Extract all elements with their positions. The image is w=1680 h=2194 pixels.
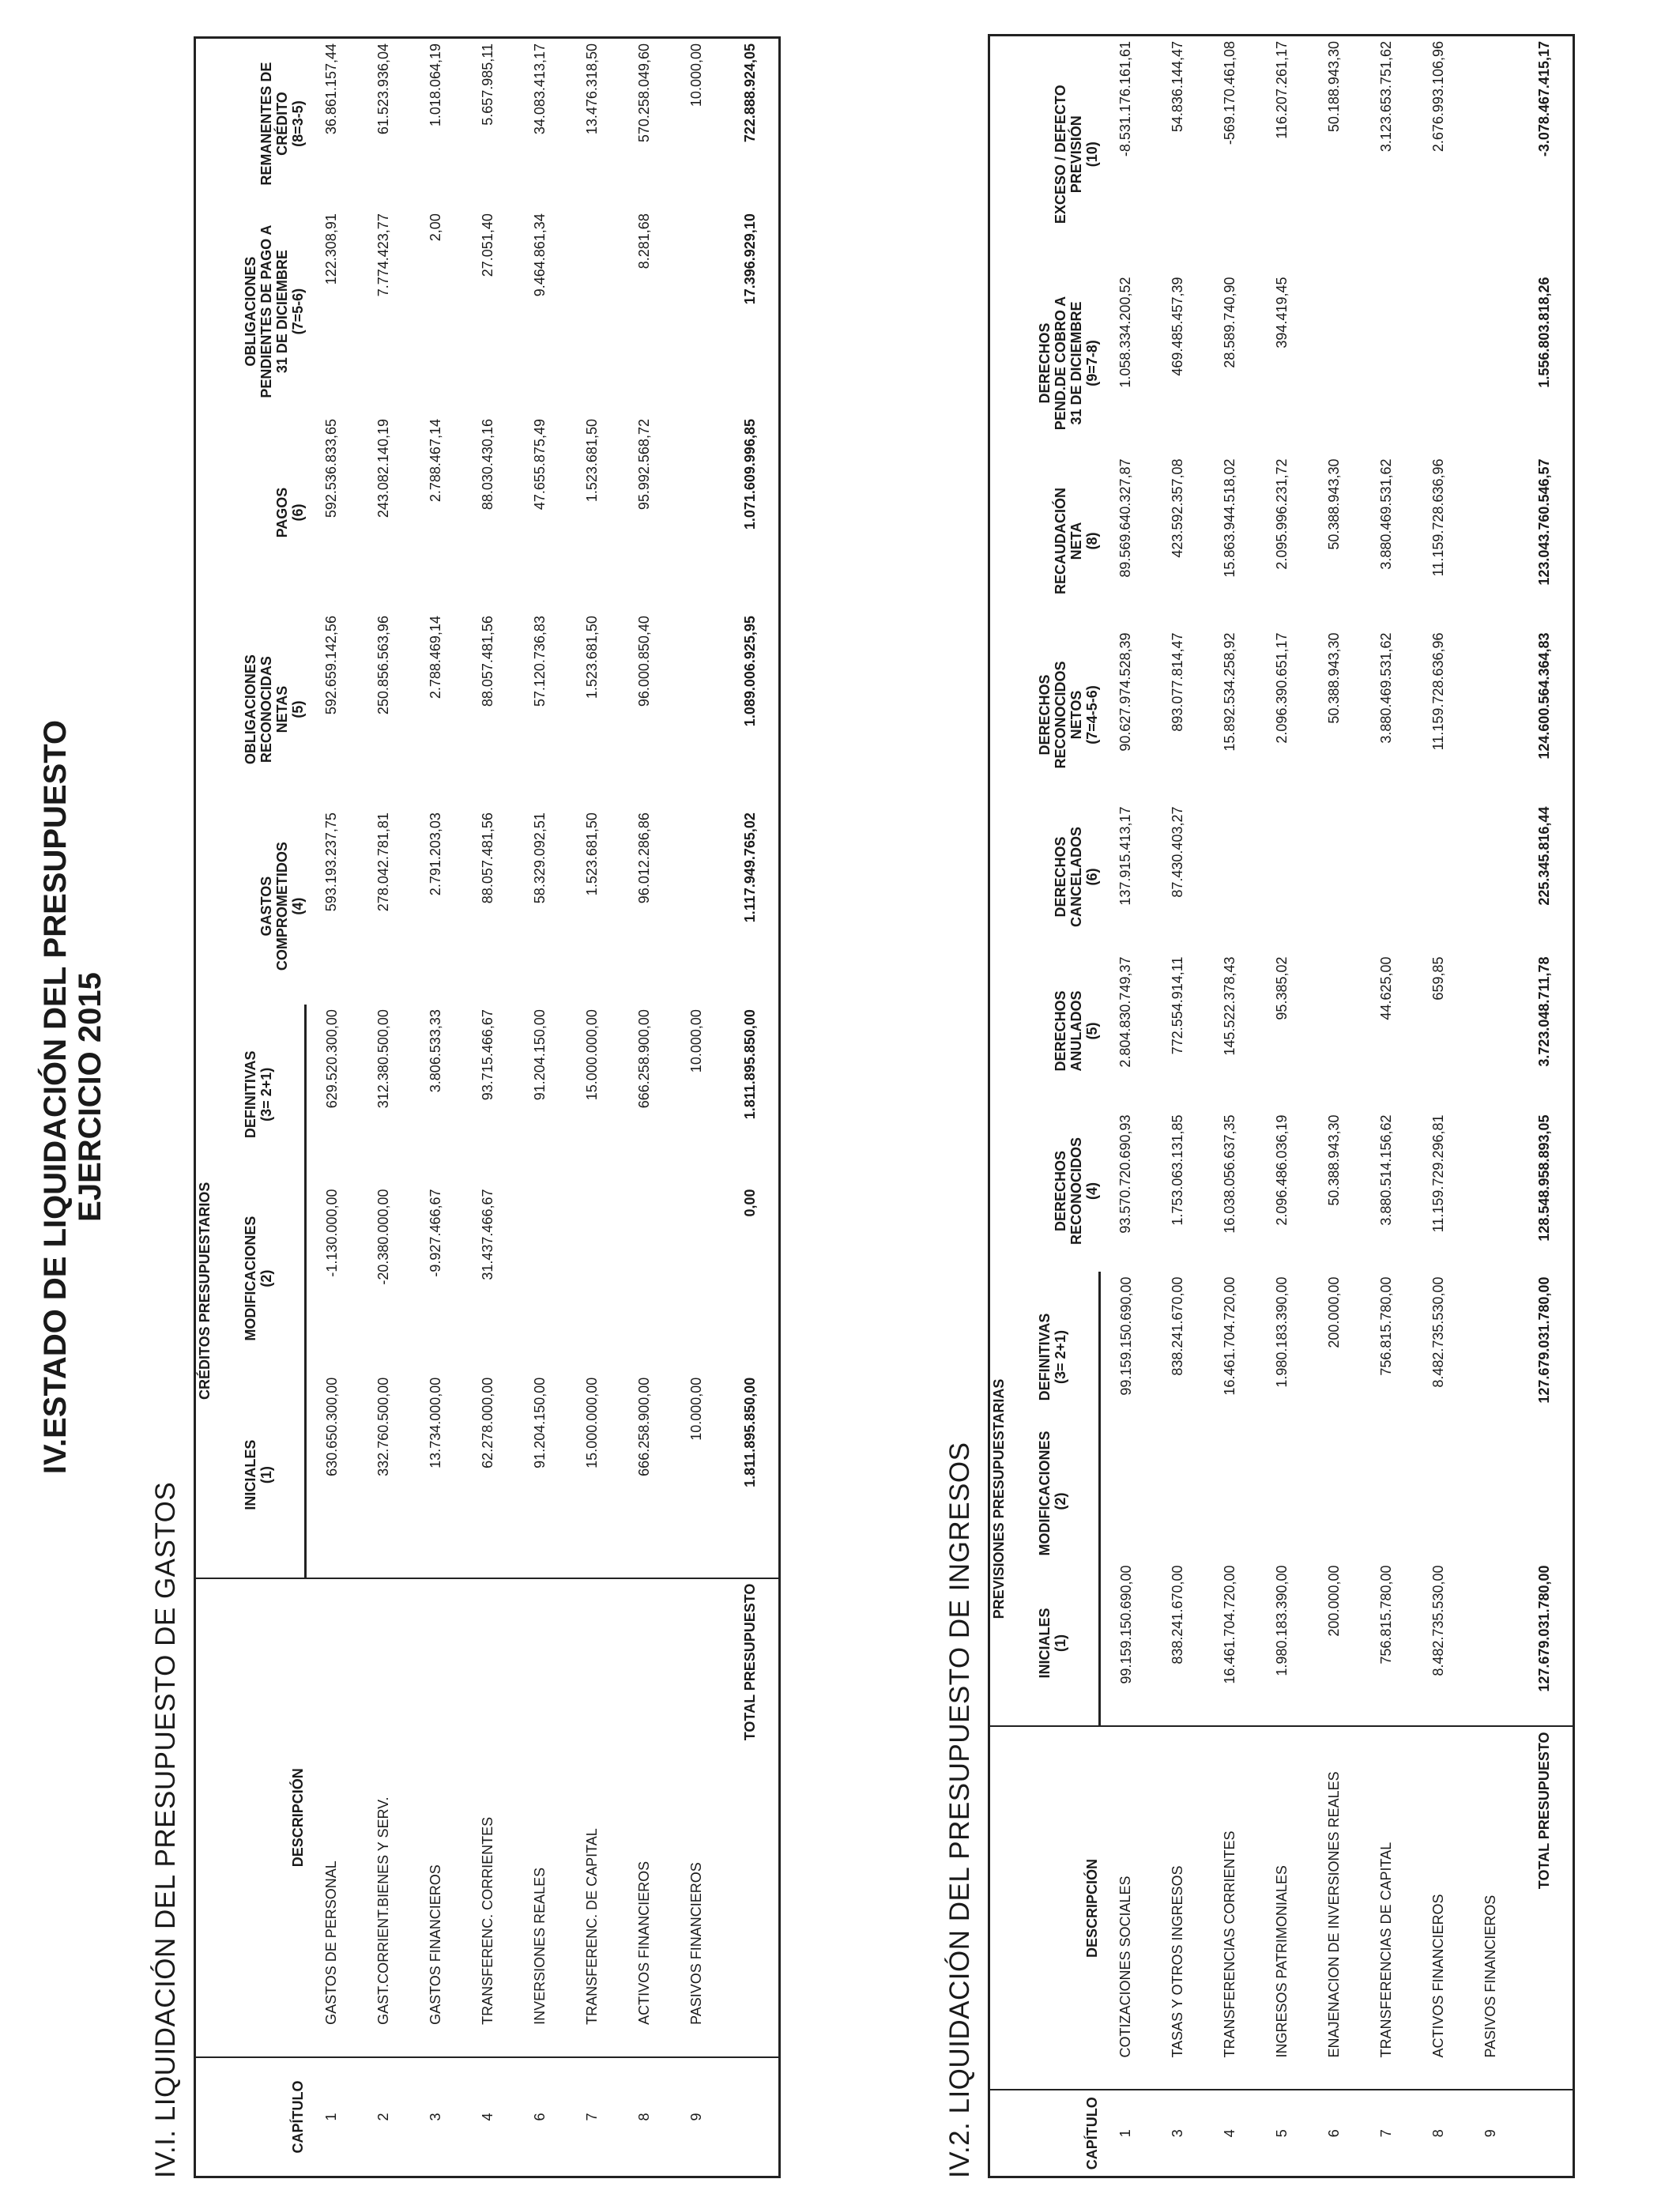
- ingresos-header-descripcion: DESCRIPCIÓN: [989, 1727, 1100, 2090]
- value-cell-9: 469.485.457,39: [1170, 277, 1185, 376]
- ingresos-header-anulados: DERECHOS ANULADOS (5): [1052, 990, 1100, 1072]
- total-value-3: 1.811.895.850,00: [742, 1009, 758, 1120]
- value-cell-2: [1309, 1442, 1361, 1561]
- total-value-4: 128.548.958.893,05: [1536, 1114, 1552, 1242]
- value-cell-6: 592.536.833,65: [323, 419, 339, 518]
- value-cell-7: 9.464.861,34: [532, 213, 548, 297]
- value-cell-4: 2.096.486.036,19: [1274, 1114, 1290, 1226]
- value-cell-3: 99.159.150.690,00: [1117, 1276, 1134, 1396]
- ingresos-header-reconocidos: DERECHOS RECONOCIDOS (4): [1052, 1137, 1100, 1246]
- ingresos-header-cancelados: DERECHOS CANCELADOS (6): [1052, 827, 1100, 928]
- capitulo-cell: 8: [1413, 2090, 1465, 2177]
- value-cell-2: [567, 1185, 619, 1373]
- descripcion-cell: ENAJENACION DE INVERSIONES REALES: [1309, 1727, 1361, 2090]
- value-cell-10: 3.123.653.751,62: [1378, 41, 1394, 153]
- total-value-3: 127.679.031.780,00: [1536, 1276, 1552, 1404]
- capitulo-cell: 7: [567, 2057, 619, 2177]
- value-cell-1: 10.000,00: [688, 1377, 704, 1441]
- gastos-header-obligaciones: OBLIGACIONES RECONOCIDAS NETAS (5): [242, 654, 306, 765]
- value-cell-5: [1465, 952, 1517, 1110]
- value-cell-4: [671, 808, 723, 1005]
- value-cell-4: 96.012.286,86: [636, 812, 652, 904]
- value-cell-7: 2.096.390.651,17: [1274, 632, 1290, 744]
- value-cell-6: [1413, 802, 1465, 952]
- main-title-line-1: IV.ESTADO DE LIQUIDACIÓN DEL PRESUPUESTO: [38, 719, 73, 1475]
- value-cell-6: 87.430.403,27: [1170, 806, 1185, 898]
- value-cell-3: 91.204.150,00: [532, 1009, 548, 1101]
- value-cell-2: [1100, 1442, 1152, 1561]
- value-cell-5: 88.057.481,56: [480, 616, 495, 707]
- ingresos-table: [988, 34, 1575, 2178]
- table-row: [306, 38, 358, 2177]
- value-cell-1: 13.734.000,00: [428, 1377, 443, 1468]
- main-title: [38, 0, 107, 2194]
- value-cell-8: 1.018.064,19: [428, 43, 443, 127]
- value-cell-1: 838.241.670,00: [1170, 1565, 1185, 1664]
- value-cell-7: 50.388.943,30: [1326, 632, 1342, 724]
- total-capitulo-cell: [723, 2057, 780, 2177]
- descripcion-cell: TRANSFERENCIAS CORRIENTES: [1204, 1727, 1256, 2090]
- value-cell-3: 16.461.704.720,00: [1222, 1276, 1237, 1396]
- value-cell-4: 16.038.056.637,35: [1222, 1114, 1237, 1234]
- gastos-section-title: IV.I. LIQUIDACIÓN DEL PRESUPUESTO DE GASTOS: [150, 1481, 181, 2178]
- value-cell-4: 2.791.203,03: [428, 812, 443, 896]
- value-cell-3: 1.980.183.390,00: [1274, 1276, 1290, 1388]
- value-cell-1: 99.159.150.690,00: [1117, 1565, 1134, 1684]
- ingresos-header-recaudacion: RECAUDACIÓN NETA (8): [1052, 488, 1100, 594]
- descripcion-cell: INVERSIONES REALES: [514, 1578, 567, 2057]
- value-cell-1: 200.000,00: [1326, 1565, 1342, 1637]
- total-value-6: 1.071.609.996,85: [742, 419, 758, 530]
- descripcion-cell: TRANSFERENCIAS DE CAPITAL: [1361, 1727, 1413, 2090]
- value-cell-6: [1465, 802, 1517, 952]
- total-row: [723, 38, 780, 2177]
- ingresos-header-definitivas: DEFINITIVAS (3= 2+1): [1007, 1272, 1100, 1442]
- value-cell-3: 838.241.670,00: [1170, 1276, 1185, 1376]
- gastos-header-comprometidos: GASTOS COMPROMETIDOS (4): [258, 842, 306, 971]
- total-value-7: 124.600.564.364,83: [1536, 632, 1552, 760]
- ingresos-header-modificaciones: MODIFICACIONES (2): [1007, 1442, 1100, 1561]
- value-cell-4: 1.753.063.131,85: [1170, 1114, 1185, 1226]
- value-cell-6: 88.030.430,16: [480, 419, 495, 511]
- gastos-header-pendientes: OBLIGACIONES PENDIENTES DE PAGO A 31 DE DICIEMBRE (7=5-6): [242, 224, 306, 398]
- value-cell-7: 15.892.534.258,92: [1222, 632, 1237, 752]
- descripcion-cell: PASIVOS FINANCIEROS: [1465, 1727, 1517, 2090]
- value-cell-1: 630.650.300,00: [323, 1377, 340, 1476]
- value-cell-1: 15.000.000,00: [584, 1377, 600, 1468]
- value-cell-5: 96.000.850,40: [636, 616, 652, 707]
- ingresos-header-pendientes: DERECHOS PEND.DE COBRO A 31 DE DICIEMBRE (9=7-8): [1036, 296, 1100, 431]
- table-row: [1309, 36, 1361, 2177]
- value-cell-8: 36.861.157,44: [323, 43, 339, 135]
- value-cell-9: [1413, 273, 1465, 454]
- value-cell-4: 593.193.237,75: [323, 812, 339, 912]
- capitulo-cell: 8: [619, 2057, 671, 2177]
- total-label: TOTAL PRESUPUESTO: [723, 1578, 780, 2057]
- value-cell-3: 200.000,00: [1326, 1276, 1342, 1348]
- value-cell-8: 10.000,00: [688, 43, 704, 107]
- value-cell-2: [1361, 1442, 1413, 1561]
- descripcion-cell: PASIVOS FINANCIEROS: [671, 1578, 723, 2057]
- value-cell-7: 11.159.728.636,96: [1430, 632, 1446, 751]
- value-cell-2: [671, 1185, 723, 1373]
- total-value-6: 225.345.816,44: [1536, 806, 1552, 906]
- value-cell-7: 893.077.814,47: [1170, 632, 1185, 732]
- value-cell-5: 44.625,00: [1378, 956, 1394, 1020]
- value-cell-7: 7.774.423,77: [375, 213, 391, 297]
- value-cell-3: 312.380.500,00: [375, 1009, 391, 1109]
- ingresos-header-netos: DERECHOS RECONOCIDOS NETOS (7=4-5-6): [1036, 661, 1100, 769]
- table-row: [1204, 36, 1256, 2177]
- value-cell-6: 1.523.681,50: [584, 419, 600, 503]
- value-cell-7: 27.051,40: [480, 213, 495, 277]
- table-row: [410, 38, 462, 2177]
- value-cell-6: 137.915.413,17: [1117, 806, 1133, 906]
- descripcion-cell: GAST.CORRIENT.BIENES Y SERV.: [358, 1578, 410, 2057]
- descripcion-cell: TASAS Y OTROS INGRESOS: [1152, 1727, 1204, 2090]
- value-cell-7: [671, 209, 723, 414]
- value-cell-9: 28.589.740,90: [1222, 277, 1237, 368]
- value-cell-5: 1.523.681,50: [584, 616, 600, 699]
- table-row: [1465, 36, 1517, 2177]
- value-cell-3: 93.715.466,67: [480, 1009, 495, 1101]
- capitulo-cell: 1: [1100, 2090, 1152, 2177]
- value-cell-4: [1465, 1110, 1517, 1272]
- capitulo-cell: 9: [1465, 2090, 1517, 2177]
- descripcion-cell: GASTOS FINANCIEROS: [410, 1578, 462, 2057]
- total-value-1: 127.679.031.780,00: [1536, 1565, 1552, 1692]
- gastos-table: [194, 36, 781, 2178]
- value-cell-5: 250.856.563,96: [375, 616, 391, 715]
- gastos-header-descripcion: DESCRIPCIÓN: [195, 1578, 306, 2057]
- value-cell-1: 332.760.500,00: [375, 1377, 391, 1476]
- value-cell-10: 116.207.261,17: [1274, 41, 1290, 139]
- value-cell-4: 11.159.729.296,81: [1430, 1114, 1446, 1233]
- total-value-8: 123.043.760.546,57: [1536, 458, 1552, 586]
- value-cell-3: 3.806.533,33: [428, 1009, 443, 1093]
- table-row: [619, 38, 671, 2177]
- total-value-7: 17.396.929,10: [742, 213, 758, 305]
- value-cell-3: 15.000.000,00: [584, 1009, 600, 1101]
- value-cell-7: [567, 209, 619, 414]
- value-cell-1: [1465, 1561, 1517, 1727]
- value-cell-3: 666.258.900,00: [636, 1009, 652, 1109]
- capitulo-cell: 3: [1152, 2090, 1204, 2177]
- descripcion-cell: INGRESOS PATRIMONIALES: [1256, 1727, 1309, 2090]
- value-cell-7: 8.281,68: [636, 213, 652, 270]
- ingresos-section-title: IV.2. LIQUIDACIÓN DEL PRESUPUESTO DE INGRESOS: [944, 1442, 975, 2178]
- value-cell-10: 2.676.993.106,96: [1430, 41, 1446, 153]
- total-value-2: [1517, 1442, 1574, 1561]
- value-cell-8: 423.592.357,08: [1170, 458, 1185, 558]
- value-cell-2: -1.130.000,00: [323, 1189, 340, 1277]
- value-cell-8: 570.258.049,60: [636, 43, 652, 143]
- total-value-4: 1.117.949.765,02: [742, 812, 758, 923]
- value-cell-8: [1465, 454, 1517, 628]
- value-cell-4: 93.570.720.690,93: [1117, 1114, 1133, 1234]
- total-value-5: 3.723.048.711,78: [1536, 956, 1552, 1067]
- value-cell-2: [1204, 1442, 1256, 1561]
- ingresos-header-iniciales: INICIALES (1): [1007, 1561, 1100, 1727]
- ingresos-header-capitulo: CAPÍTULO: [989, 2090, 1100, 2177]
- total-value-1: 1.811.895.850,00: [742, 1377, 758, 1487]
- table-row: [1413, 36, 1465, 2177]
- gastos-header-modificaciones: MODIFICACIONES (2): [213, 1185, 306, 1373]
- value-cell-2: 31.437.466,67: [480, 1189, 495, 1280]
- value-cell-10: 50.188.943,30: [1326, 41, 1342, 133]
- value-cell-2: [619, 1185, 671, 1373]
- value-cell-4: 3.880.514.156,62: [1378, 1114, 1394, 1226]
- value-cell-2: [1256, 1442, 1309, 1561]
- gastos-header-remanentes: REMANENTES DE CRÉDITO (8=3-5): [258, 62, 306, 186]
- value-cell-8: 61.523.936,04: [375, 43, 391, 135]
- value-cell-4: 278.042.781,81: [375, 812, 391, 912]
- value-cell-2: -9.927.466,67: [428, 1189, 443, 1277]
- ingresos-header-exceso: EXCESO / DEFECTO PREVISIÓN (10): [1052, 85, 1100, 224]
- descripcion-cell: TRANSFERENC. CORRIENTES: [462, 1578, 514, 2057]
- value-cell-7: 90.627.974.528,39: [1117, 632, 1133, 752]
- total-value-2: 0,00: [742, 1189, 758, 1217]
- value-cell-7: 122.308,91: [323, 213, 339, 285]
- value-cell-4: 58.329.092,51: [532, 812, 548, 904]
- total-value-10: -3.078.467.415,17: [1536, 41, 1552, 157]
- capitulo-cell: 6: [1309, 2090, 1361, 2177]
- capitulo-cell: 4: [462, 2057, 514, 2177]
- gastos-header-definitivas: DEFINITIVAS (3= 2+1): [213, 1005, 306, 1184]
- value-cell-2: -20.380.000,00: [375, 1189, 391, 1285]
- capitulo-cell: 3: [410, 2057, 462, 2177]
- gastos-header-capitulo: CAPÍTULO: [195, 2057, 306, 2177]
- value-cell-8: 89.569.640.327,87: [1117, 458, 1133, 578]
- capitulo-cell: 4: [1204, 2090, 1256, 2177]
- value-cell-8: 34.083.413,17: [532, 43, 548, 135]
- value-cell-9: [1465, 273, 1517, 454]
- table-row: [462, 38, 514, 2177]
- value-cell-4: 50.388.943,30: [1326, 1114, 1342, 1206]
- value-cell-3: [1465, 1272, 1517, 1442]
- value-cell-2: [514, 1185, 567, 1373]
- table-row: [1361, 36, 1413, 2177]
- capitulo-cell: 1: [306, 2057, 358, 2177]
- value-cell-8: 3.880.469.531,62: [1378, 458, 1394, 570]
- value-cell-1: 756.815.780,00: [1378, 1565, 1394, 1664]
- table-row: [358, 38, 410, 2177]
- value-cell-6: 2.788.467,14: [428, 419, 443, 503]
- value-cell-9: 1.058.334.200,52: [1117, 277, 1133, 388]
- value-cell-8: 2.095.996.231,72: [1274, 458, 1290, 570]
- value-cell-1: 91.204.150,00: [532, 1377, 548, 1468]
- value-cell-5: 2.804.830.749,37: [1117, 956, 1133, 1068]
- gastos-header-group-creditos: CRÉDITOS PRESUPUESTARIOS: [196, 1182, 213, 1400]
- table-row: [1152, 36, 1204, 2177]
- descripcion-cell: TRANSFERENC. DE CAPITAL: [567, 1578, 619, 2057]
- capitulo-cell: 9: [671, 2057, 723, 2177]
- value-cell-9: [1361, 273, 1413, 454]
- value-cell-3: 10.000,00: [688, 1009, 704, 1073]
- table-row: [671, 38, 723, 2177]
- total-capitulo-cell: [1517, 2090, 1574, 2177]
- value-cell-10: -569.170.461,08: [1222, 41, 1237, 145]
- value-cell-3: 756.815.780,00: [1378, 1276, 1394, 1376]
- value-cell-10: -8.531.176.161,61: [1117, 41, 1133, 157]
- total-value-9: 1.556.803.818,26: [1536, 277, 1552, 388]
- table-row: [567, 38, 619, 2177]
- value-cell-7: [1465, 628, 1517, 802]
- ingresos-header-group-previsiones: PREVISIONES PRESUPUESTARIAS: [990, 1378, 1007, 1619]
- value-cell-8: 5.657.985,11: [480, 43, 495, 126]
- capitulo-cell: 5: [1256, 2090, 1309, 2177]
- value-cell-1: 666.258.900,00: [636, 1377, 652, 1476]
- value-cell-10: [1465, 36, 1517, 273]
- value-cell-9: [1309, 273, 1361, 454]
- value-cell-6: 47.655.875,49: [532, 419, 548, 511]
- value-cell-1: 62.278.000,00: [480, 1377, 495, 1468]
- value-cell-7: 2,00: [428, 213, 443, 242]
- value-cell-3: 8.482.735.530,00: [1430, 1276, 1446, 1388]
- value-cell-5: 659,85: [1430, 956, 1446, 1001]
- value-cell-6: 243.082.140,19: [375, 419, 391, 518]
- table-row: [1100, 36, 1152, 2177]
- value-cell-1: 8.482.735.530,00: [1430, 1565, 1446, 1676]
- value-cell-5: 592.659.142,56: [323, 616, 339, 715]
- descripcion-cell: ACTIVOS FINANCIEROS: [619, 1578, 671, 2057]
- capitulo-cell: 6: [514, 2057, 567, 2177]
- value-cell-6: 95.992.568,72: [636, 419, 652, 511]
- total-row: [1517, 36, 1574, 2177]
- descripcion-cell: GASTOS DE PERSONAL: [306, 1578, 358, 2057]
- value-cell-5: 95.385,02: [1274, 956, 1290, 1020]
- value-cell-2: [1465, 1442, 1517, 1561]
- value-cell-6: [1309, 802, 1361, 952]
- value-cell-9: 394.419,45: [1274, 277, 1290, 349]
- value-cell-1: 16.461.704.720,00: [1222, 1565, 1237, 1684]
- value-cell-4: 88.057.481,56: [480, 812, 495, 904]
- capitulo-cell: 7: [1361, 2090, 1413, 2177]
- value-cell-2: [1413, 1442, 1465, 1561]
- value-cell-5: 772.554.914,11: [1170, 956, 1185, 1055]
- total-value-5: 1.089.006.925,95: [742, 616, 758, 727]
- descripcion-cell: COTIZACIONES SOCIALES: [1100, 1727, 1152, 2090]
- value-cell-8: 11.159.728.636,96: [1430, 458, 1446, 577]
- value-cell-8: 13.476.318,50: [584, 43, 600, 135]
- value-cell-5: 2.788.469,14: [428, 616, 443, 699]
- value-cell-1: 1.980.183.390,00: [1274, 1565, 1290, 1676]
- value-cell-10: 54.836.144,47: [1170, 41, 1185, 133]
- value-cell-6: [1361, 802, 1413, 952]
- total-value-8: 722.888.924,05: [742, 43, 758, 143]
- value-cell-5: [1309, 952, 1361, 1110]
- value-cell-6: [1204, 802, 1256, 952]
- table-row: [514, 38, 567, 2177]
- gastos-header-iniciales: INICIALES (1): [213, 1373, 306, 1578]
- main-title-line-2: EJERCICIO 2015: [73, 972, 107, 1222]
- descripcion-cell: ACTIVOS FINANCIEROS: [1413, 1727, 1465, 2090]
- value-cell-5: [671, 611, 723, 808]
- value-cell-8: 15.863.944.518,02: [1222, 458, 1237, 578]
- gastos-header-pagos: PAGOS (6): [273, 487, 306, 538]
- value-cell-6: [671, 414, 723, 611]
- table-row: [1256, 36, 1309, 2177]
- value-cell-4: 1.523.681,50: [584, 812, 600, 896]
- value-cell-2: [1152, 1442, 1204, 1561]
- value-cell-8: 50.388.943,30: [1326, 458, 1342, 550]
- value-cell-3: 629.520.300,00: [323, 1009, 340, 1109]
- value-cell-5: 57.120.736,83: [532, 616, 548, 707]
- value-cell-7: 3.880.469.531,62: [1378, 632, 1394, 744]
- total-label: TOTAL PRESUPUESTO: [1517, 1727, 1574, 2090]
- value-cell-6: [1256, 802, 1309, 952]
- capitulo-cell: 2: [358, 2057, 410, 2177]
- value-cell-5: 145.522.378,43: [1222, 956, 1237, 1056]
